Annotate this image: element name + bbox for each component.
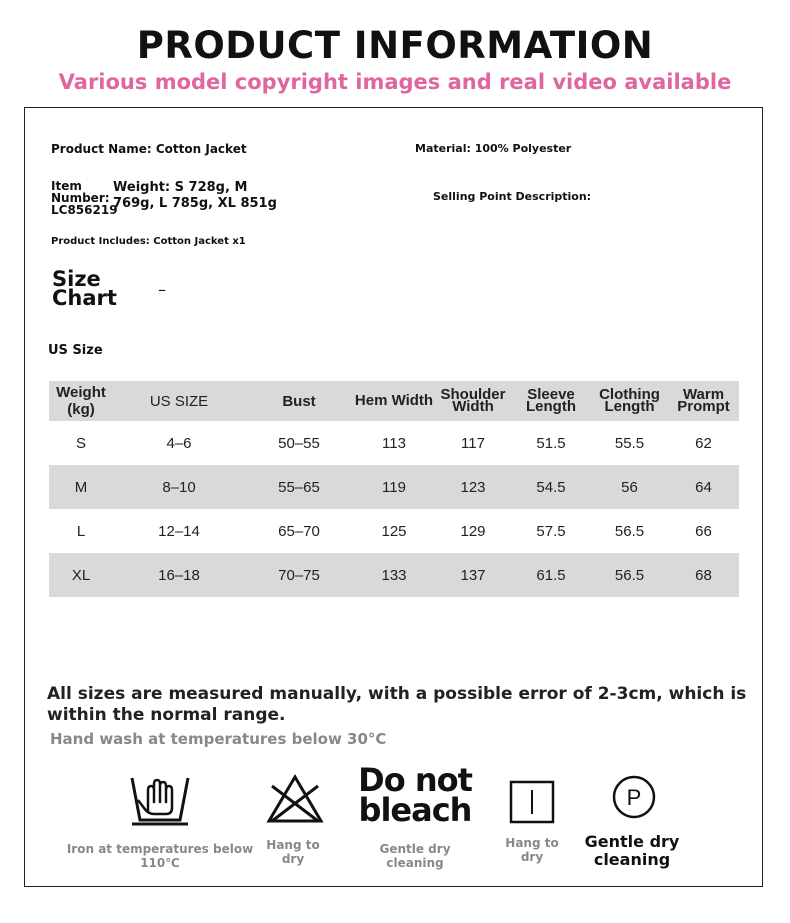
table-cell: L (76, 522, 86, 540)
table-cell: 68 (695, 566, 712, 584)
table-cell: 57.5 (536, 522, 566, 540)
page-subtitle: Various model copyright images and real video available (58, 70, 732, 94)
measurement-note: All sizes are measured manually, with a possible error of 2-3cm, which is within the normal range. (47, 684, 747, 725)
selling-point: Selling Point Description: (433, 190, 592, 203)
table-cell: 65–70 (278, 522, 320, 540)
header-hem-width: Hem Width (354, 392, 434, 409)
size-chart-dash: – (158, 280, 166, 299)
product-includes: Product Includes: Cotton Jacket x1 (51, 236, 246, 247)
table-cell: 62 (695, 434, 712, 452)
weight-info: Weight: S 728g, M 769g, L 785g, XL 851g (113, 180, 277, 211)
table-cell: 113 (382, 434, 406, 452)
table-cell: 125 (381, 522, 407, 540)
table-row (49, 509, 739, 553)
no-bleach-label: Do not bleach (358, 761, 472, 829)
hand-wash-icon (128, 772, 192, 828)
size-table (49, 381, 739, 597)
hang-dry-caption-2: Hang to dry (505, 836, 559, 864)
table-cell: 4–6 (166, 434, 192, 452)
us-size-label: US Size (48, 343, 103, 358)
line-dry-icon (509, 780, 555, 824)
table-cell: 56.5 (614, 522, 645, 540)
product-name: Product Name: Cotton Jacket (51, 142, 247, 156)
table-cell: 70–75 (278, 566, 320, 584)
gentle-dry-caption-large: Gentle dry cleaning (584, 832, 680, 869)
table-cell: 54.5 (536, 478, 566, 496)
table-row (49, 421, 739, 465)
table-cell: 66 (695, 522, 712, 540)
table-header-row (49, 381, 739, 421)
table-cell: 12–14 (158, 522, 200, 540)
table-cell: 50–55 (278, 434, 320, 452)
table-cell: 64 (695, 478, 712, 496)
iron-caption: Iron at temperatures below 110℃ (66, 842, 254, 870)
dry-clean-p-icon (611, 774, 657, 820)
table-row (49, 465, 739, 509)
table-cell: 55–65 (278, 478, 320, 496)
header-sleeve-length: Sleeve Length (526, 386, 576, 415)
header-bust: Bust (282, 392, 316, 410)
table-cell: 51.5 (536, 434, 566, 452)
header-weight: Weight (kg) (56, 384, 106, 418)
table-cell: 123 (460, 478, 486, 496)
table-cell: S (75, 434, 86, 452)
material: Material: 100% Polyester (415, 142, 572, 155)
table-cell: M (74, 478, 88, 496)
table-cell: XL (71, 566, 91, 584)
header-warm-prompt: Warm Prompt (677, 386, 730, 415)
table-cell: 56 (621, 478, 638, 496)
wash-note: Hand wash at temperatures below 30°C (50, 730, 387, 748)
size-chart-heading: Size Chart (52, 267, 117, 310)
no-tumble-dry-triangle-icon (266, 774, 324, 824)
header-clothing-length: Clothing Length (599, 386, 660, 415)
table-row (49, 553, 739, 597)
table-cell: 137 (460, 566, 486, 584)
gentle-dry-caption-small: Gentle dry cleaning (379, 842, 451, 870)
table-cell: 119 (382, 478, 406, 496)
hang-dry-caption-1: Hang to dry (266, 838, 320, 866)
header-shoulder-width: Shoulder Width (440, 386, 506, 415)
table-cell: 16–18 (158, 566, 200, 584)
table-cell: 56.5 (614, 566, 645, 584)
table-cell: 129 (460, 522, 486, 540)
page-title: PRODUCT INFORMATION (136, 24, 654, 67)
header-us-size: US SIZE (149, 392, 209, 410)
item-number: Item Number: LC856219 (51, 179, 118, 217)
svg-text:P: P (626, 785, 642, 810)
table-cell: 8–10 (162, 478, 196, 496)
table-cell: 61.5 (536, 566, 566, 584)
table-cell: 133 (381, 566, 407, 584)
table-cell: 55.5 (614, 434, 645, 452)
table-cell: 117 (461, 434, 485, 452)
